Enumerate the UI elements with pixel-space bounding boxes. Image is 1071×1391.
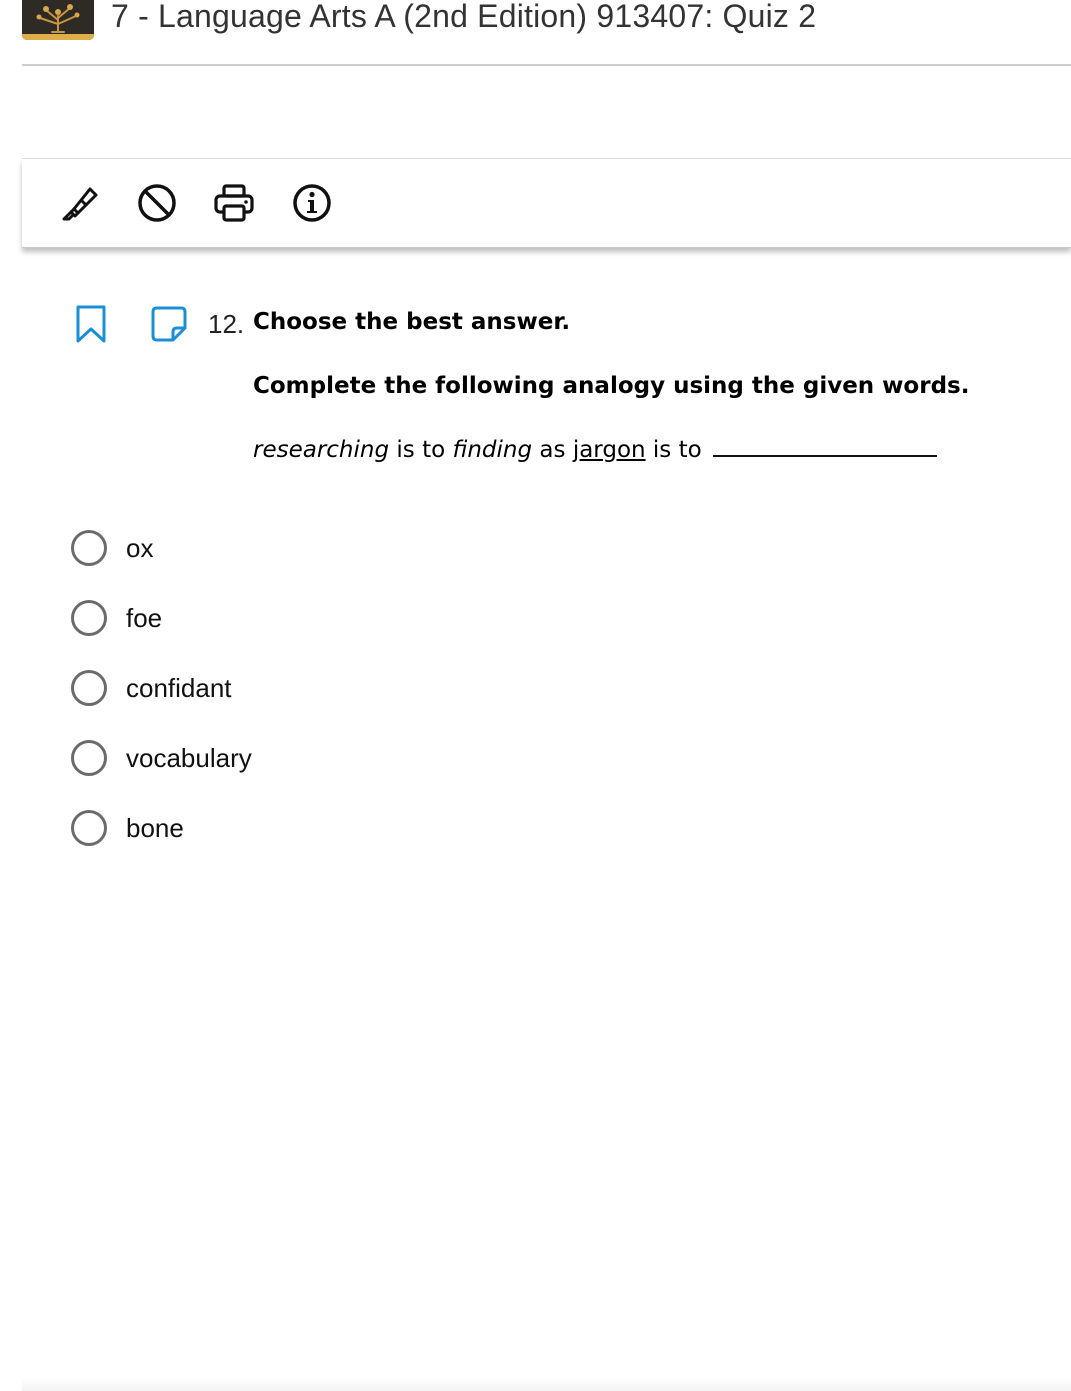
eliminate-answer-button[interactable]: [135, 181, 179, 225]
answer-option[interactable]: [71, 668, 232, 708]
info-icon: [290, 181, 334, 225]
radio-button[interactable]: [71, 740, 107, 776]
page-title: 7 - Language Arts A (2nd Edition) 913407: Quiz 2: [111, 0, 817, 34]
highlighter-button[interactable]: [58, 181, 102, 225]
header-bar: [22, 0, 1071, 66]
analogy-word-3: jargon: [572, 437, 646, 463]
print-button[interactable]: [212, 181, 256, 225]
answer-option[interactable]: [71, 528, 153, 568]
answer-option[interactable]: [71, 738, 252, 778]
analogy-connector-1: is to: [389, 437, 453, 463]
print-icon: [212, 181, 256, 225]
analogy-blank: [713, 454, 937, 457]
analogy-word-1: researching: [253, 437, 390, 463]
option-label: bone: [126, 812, 184, 843]
radio-button[interactable]: [71, 670, 107, 706]
analogy-connector-3: is to: [645, 437, 710, 463]
question-prompt: Complete the following analogy using the given words.: [253, 373, 970, 399]
radio-button[interactable]: [71, 530, 107, 566]
bookmark-button[interactable]: [71, 304, 111, 344]
course-logo-icon: [22, 0, 94, 40]
option-label: vocabulary: [126, 742, 252, 773]
note-icon: [149, 304, 189, 344]
radio-button[interactable]: [71, 810, 107, 846]
answer-option[interactable]: [71, 598, 162, 638]
question-analogy: [253, 437, 937, 463]
analogy-word-2: finding: [452, 437, 533, 463]
question-instruction: Choose the best answer.: [253, 309, 571, 335]
note-button[interactable]: [149, 304, 189, 344]
answer-option[interactable]: [71, 808, 184, 848]
option-label: confidant: [126, 672, 232, 703]
eliminate-answer-icon: [135, 181, 179, 225]
analogy-connector-2: as: [532, 437, 573, 463]
option-label: foe: [126, 602, 163, 633]
toolbar: [22, 159, 1071, 248]
question-number: 12.: [208, 309, 245, 339]
radio-button[interactable]: [71, 600, 107, 636]
page-bottom-edge: [22, 1378, 1071, 1391]
bookmark-icon: [71, 304, 111, 344]
option-label: ox: [126, 532, 154, 563]
info-button[interactable]: [290, 181, 334, 225]
highlighter-icon: [58, 181, 102, 225]
